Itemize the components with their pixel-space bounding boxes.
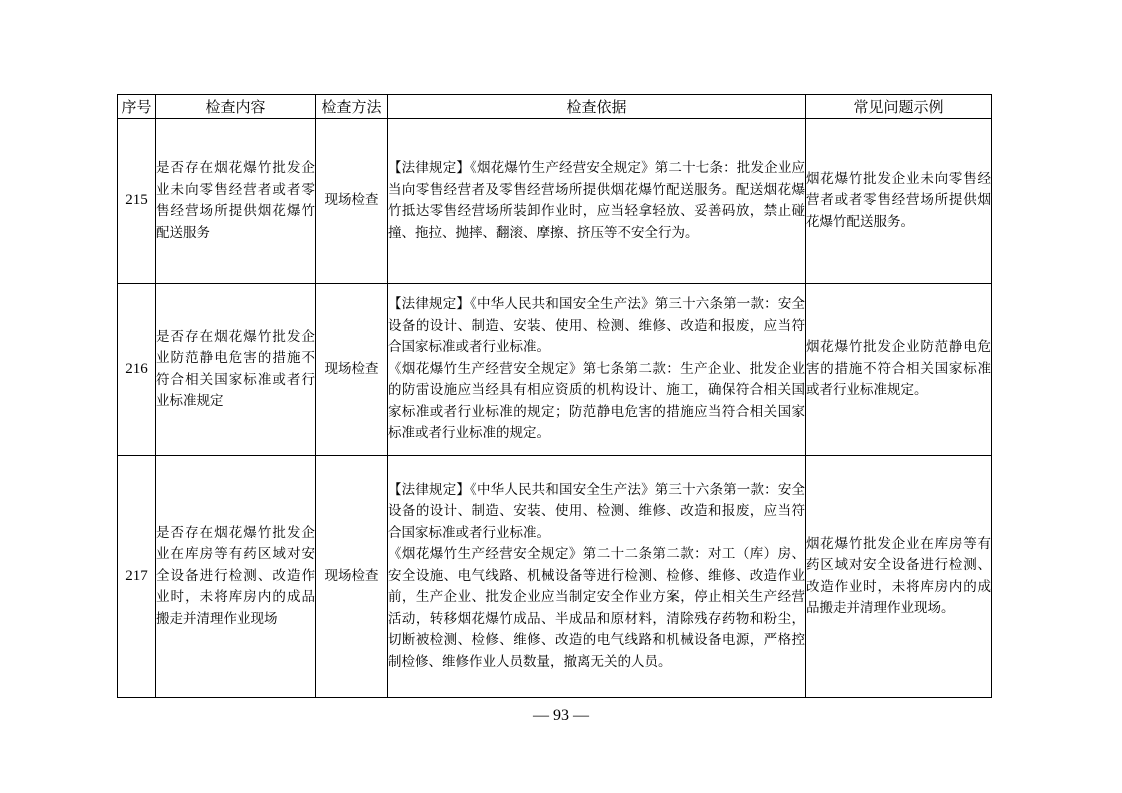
header-method: 检查方法 [316,95,388,119]
row-issue: 烟花爆竹批发企业防范静电危害的措施不符合相关国家标准或者行业标准规定。 [806,284,992,456]
header-basis: 检查依据 [388,95,806,119]
row-content: 是否存在烟花爆竹批发企业防范静电危害的措施不符合相关国家标准或者行业标准规定 [156,284,316,456]
row-content: 是否存在烟花爆竹批发企业在库房等有药区域对安全设备进行检测、改造作业时，未将库房内的成品搬走并清理作业现场 [156,456,316,698]
row-method: 现场检查 [316,119,388,284]
row-seq: 217 [118,456,156,698]
table-header-row [118,95,992,119]
header-issue: 常见问题示例 [806,95,992,119]
basis-paragraph: 《烟花爆竹生产经营安全规定》第二十二条第二款：对工（库）房、安全设施、电气线路、机械设备等进行检测、检修、维修、改造作业前，生产企业、批发企业应当制定安全作业方案，停止相关生产经营活动，转移烟花爆竹成品、半成品和原材料，清除残存药物和粉尘，切断被检测、检修、维修、改造的电气线路和机械设备电源，严格控制检修、维修作业人员数量，撤离无关的人员。 [388,546,805,670]
row-basis [388,119,806,284]
basis-paragraph: 《烟花爆竹生产经营安全规定》第七条第二款：生产企业、批发企业的防雷设施应当经具有相应资质的机构设计、施工，确保符合相关国家标准或者行业标准的规定；防范静电危害的措施应当符合相关国家标准或者行业标准的规定。 [388,360,805,442]
row-issue: 烟花爆竹批发企业在库房等有药区域对安全设备进行检测、改造作业时，未将库房内的成品搬走并清理作业现场。 [806,456,992,698]
page-number: — 93 — [533,707,589,724]
header-content: 检查内容 [156,95,316,119]
row-issue: 烟花爆竹批发企业未向零售经营者或者零售经营场所提供烟花爆竹配送服务。 [806,119,992,284]
row-basis [388,456,806,698]
row-basis [388,284,806,456]
inspection-table [117,94,992,698]
basis-paragraph: 【法律规定】《中华人民共和国安全生产法》第三十六条第一款：安全设备的设计、制造、安装、使用、检测、维修、改造和报废，应当符合国家标准或者行业标准。 [388,481,805,541]
row-content: 是否存在烟花爆竹批发企业未向零售经营者或者零售经营场所提供烟花爆竹配送服务 [156,119,316,284]
table-row [118,284,992,456]
row-method: 现场检查 [316,456,388,698]
table-row [118,119,992,284]
basis-paragraph: 【法律规定】《烟花爆竹生产经营安全规定》第二十七条：批发企业应当向零售经营者及零售经营场所提供烟花爆竹配送服务。配送烟花爆竹抵达零售经营场所装卸作业时，应当轻拿轻放、妥善码放，禁止碰撞、拖拉、抛摔、翻滚、摩擦、挤压等不安全行为。 [388,160,805,241]
row-seq: 215 [118,119,156,284]
table-row [118,456,992,698]
row-seq: 216 [118,284,156,456]
row-method: 现场检查 [316,284,388,456]
header-seq: 序号 [118,95,156,119]
basis-paragraph: 【法律规定】《中华人民共和国安全生产法》第三十六条第一款：安全设备的设计、制造、安装、使用、检测、维修、改造和报废，应当符合国家标准或者行业标准。 [388,296,805,356]
